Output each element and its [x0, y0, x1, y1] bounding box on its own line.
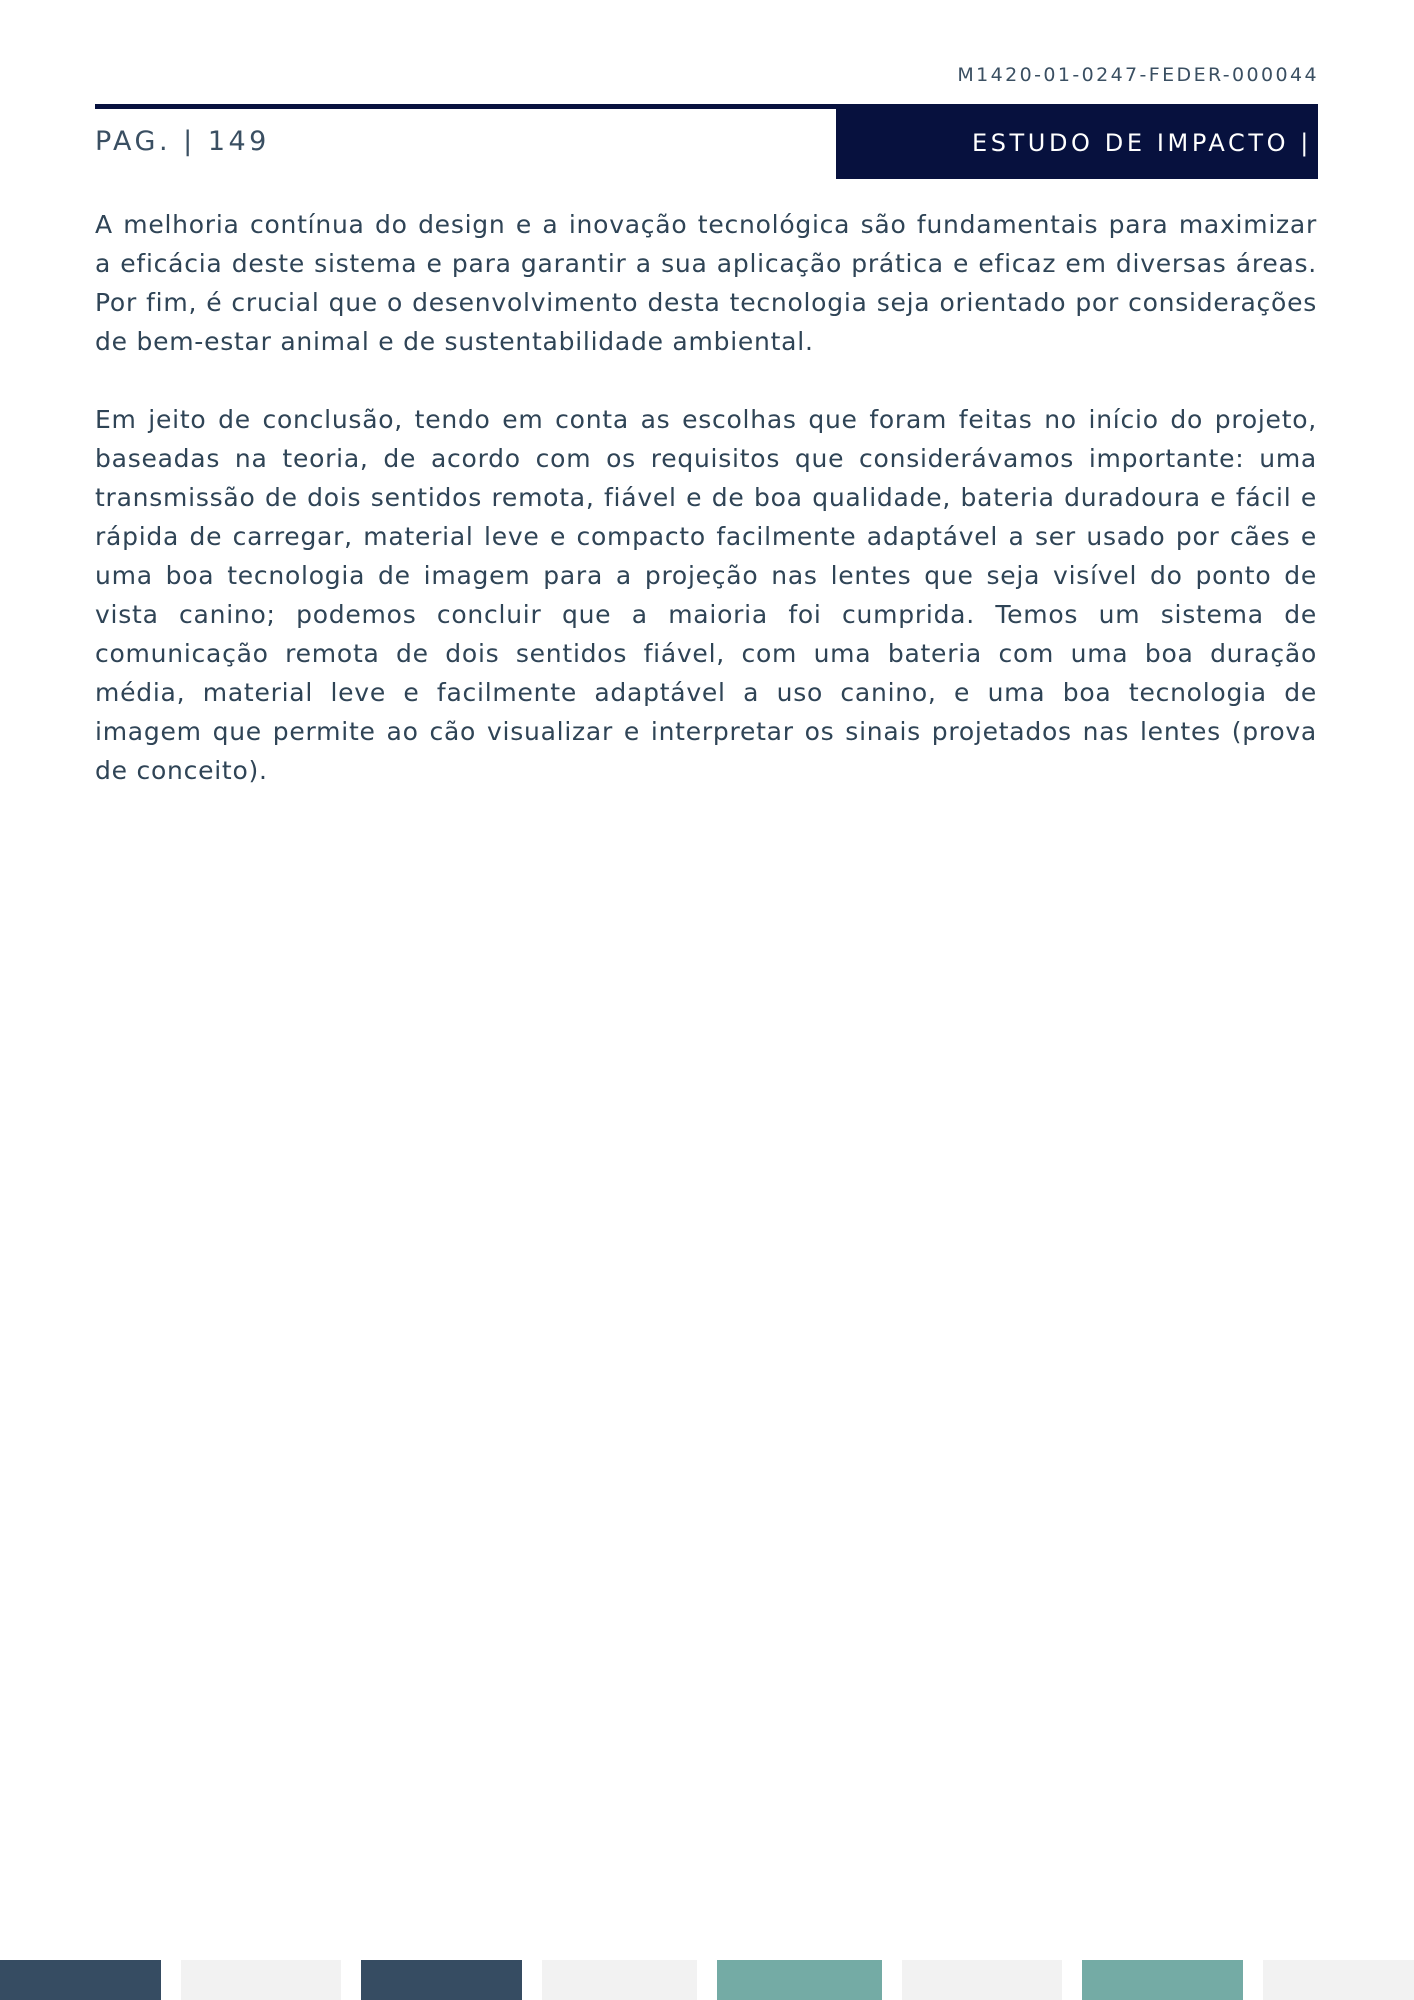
footer-block-3: [361, 1960, 522, 2000]
document-body: [95, 205, 1317, 790]
section-title: ESTUDO DE IMPACTO |: [971, 128, 1312, 157]
footer-block-7: [1082, 1960, 1243, 2000]
footer-block-8: [1263, 1960, 1414, 2000]
paragraph-1: A melhoria contínua do design e a inovação tecnológica são fundamentais para maximizar a eficácia deste sistema e para garantir a sua aplicação prática e eficaz em diversas áreas. Por fim, é crucial que o desenvolvimento desta tecnologia seja orientado por considerações de bem-estar animal e de sustentabilidade ambiental.: [95, 210, 1317, 356]
footer-block-4: [542, 1960, 697, 2000]
page-number-label: PAG. | 149: [95, 126, 270, 157]
footer-block-1: [0, 1960, 161, 2000]
document-code: M1420-01-0247-FEDER-000044: [957, 64, 1319, 86]
paragraph-2: Em jeito de conclusão, tendo em conta as escolhas que foram feitas no início do projeto, baseadas na teoria, de acordo com os requisitos que considerávamos importante: uma transmissão de dois sentidos remota, fiável e de boa qualidade, bateria duradoura e fácil e rápida de carregar, material leve e compacto facilmente adaptável a ser usado por cães e uma boa tecnologia de imagem para a projeção nas lentes que seja visível do ponto de vista canino; podemos concluir que a maioria foi cumprida. Temos um sistema de comunicação remota de dois sentidos fiável, com uma bateria com uma boa duração média, material leve e facilmente adaptável a uso canino, e uma boa tecnologia de imagem que permite ao cão visualizar e interpretar os sinais projetados nas lentes (prova de conceito).: [95, 405, 1317, 785]
section-title-tab: [836, 106, 1318, 179]
footer-block-2: [181, 1960, 341, 2000]
footer-block-5: [717, 1960, 882, 2000]
footer-block-6: [902, 1960, 1062, 2000]
